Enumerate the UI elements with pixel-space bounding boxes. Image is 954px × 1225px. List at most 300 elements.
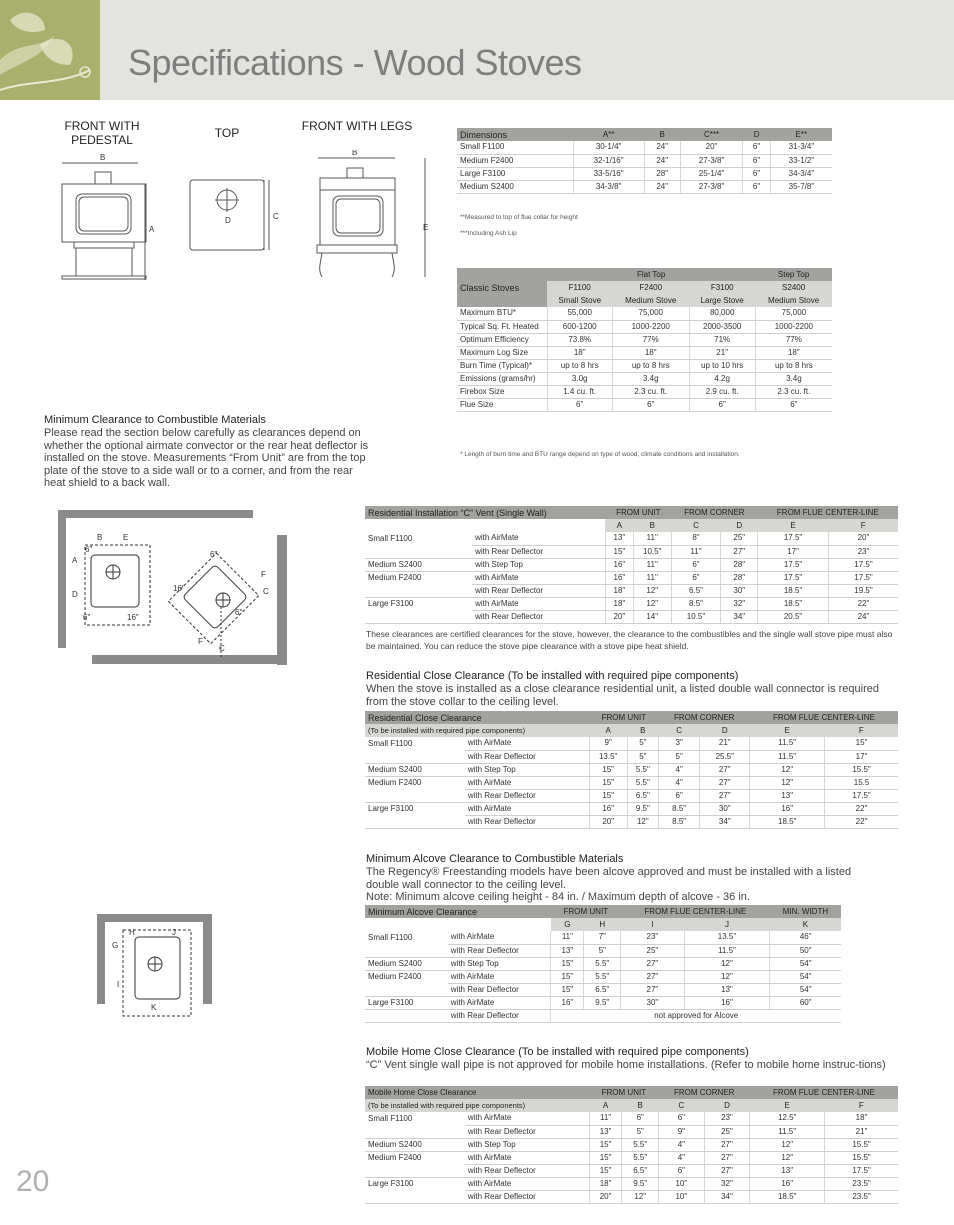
- value-cell: 16": [605, 571, 633, 584]
- classic-row-label: Maximum BTU*: [457, 307, 547, 320]
- option-name: with AirMate: [465, 1112, 589, 1125]
- dim-body: [457, 141, 832, 193]
- mobile-row: [365, 1138, 898, 1151]
- mobile-group-0: FROM UNIT: [589, 1086, 658, 1099]
- classic-cell: up to 8 hrs: [755, 359, 832, 372]
- value-cell: 12": [750, 776, 825, 789]
- residential_table-row: [365, 597, 898, 610]
- classic-cell: 21": [689, 346, 755, 359]
- value-cell: 10": [659, 1190, 705, 1203]
- mobile-body: “C” Vent single wall pipe is not approved for mobile home installations. (Refer to mobile home instruc-tions): [366, 1059, 886, 1071]
- dim-cell: 6": [743, 154, 771, 167]
- value-cell: 11.5": [750, 737, 825, 750]
- value-cell: 15": [589, 789, 627, 802]
- alcove-body-rows: [365, 931, 841, 1022]
- model-name: Small F1100: [368, 738, 413, 748]
- model-name: [365, 610, 472, 623]
- classic-cell: 2.3 cu. ft.: [612, 385, 689, 398]
- value-cell: 16": [551, 996, 584, 1009]
- model-name: Medium F2400: [368, 971, 422, 981]
- alcove-diagram: [95, 912, 215, 1022]
- residential_table-row: [365, 584, 898, 597]
- value-cell: 5": [627, 737, 658, 750]
- classic-cell: up to 8 hrs: [547, 359, 612, 372]
- value-cell: 15.5": [825, 1151, 898, 1164]
- classic-cell: 2.9 cu. ft.: [689, 385, 755, 398]
- value-cell: 15.5": [825, 1138, 898, 1151]
- dim-row: [457, 154, 832, 167]
- value-cell: 23": [704, 1112, 750, 1125]
- cl-label-3: A: [72, 556, 78, 565]
- residential_table-row: [365, 532, 898, 545]
- classic-row: [457, 333, 832, 346]
- alcove-group-0: FROM UNIT: [551, 905, 621, 918]
- value-cell: 5": [584, 944, 621, 957]
- res-letters: [365, 519, 898, 532]
- model-name: [365, 584, 472, 597]
- mobile-row: [365, 1151, 898, 1164]
- value-cell: 15": [551, 970, 584, 983]
- value-cell: 15": [589, 1138, 622, 1151]
- dim-note-1: **Measured to top of flue collar for height: [460, 214, 578, 221]
- value-cell: 5": [627, 750, 658, 763]
- alcove-letter-j: J: [684, 918, 770, 931]
- value-cell: 24": [828, 610, 898, 623]
- classic-cell: 2000-3500: [689, 320, 755, 333]
- dim-cell: 6": [743, 180, 771, 193]
- model-size: Medium Stove: [755, 294, 832, 307]
- mobile-row: [365, 1177, 898, 1190]
- alcove-table: [365, 905, 841, 1023]
- clearance-diagram: [55, 505, 295, 670]
- value-cell: 16": [589, 802, 627, 815]
- value-cell: 17.5": [825, 1164, 898, 1177]
- value-cell: 27": [621, 983, 684, 996]
- value-cell: 15": [589, 763, 627, 776]
- close-letter-a: A: [589, 724, 627, 737]
- classic-cell: 600-1200: [547, 320, 612, 333]
- value-cell: 23.5": [825, 1190, 898, 1203]
- value-cell: 4": [659, 763, 700, 776]
- option-name: with Rear Deflector: [465, 1190, 589, 1203]
- label-e: E: [423, 223, 429, 232]
- option-name: with Rear Deflector: [465, 789, 589, 802]
- value-cell: 16": [684, 996, 770, 1009]
- dimensions-table: [457, 128, 832, 194]
- value-cell: 15.5": [825, 763, 898, 776]
- stove-drawings: [50, 150, 440, 280]
- value-cell: 54": [770, 970, 841, 983]
- classic-cell: 6": [755, 398, 832, 411]
- value-cell: 46": [770, 931, 841, 944]
- alcove-row: [365, 970, 841, 983]
- value-cell: 18": [589, 1177, 622, 1190]
- value-cell: 17": [825, 750, 898, 763]
- option-name: with Step Top: [465, 763, 589, 776]
- value-cell: 11.5": [684, 944, 770, 957]
- value-cell: 6": [622, 1112, 659, 1125]
- stove-door: [76, 194, 131, 234]
- dim-header-2: B: [644, 128, 680, 141]
- value-cell: 13": [551, 944, 584, 957]
- value-cell: 4": [659, 776, 700, 789]
- value-cell: 19.5": [828, 584, 898, 597]
- mobile-letter-e: E: [750, 1099, 825, 1112]
- model-name: Large F3100: [368, 803, 414, 813]
- value-cell: 16": [750, 1177, 825, 1190]
- value-cell: 60": [770, 996, 841, 1009]
- classic-cell: 77%: [755, 333, 832, 346]
- value-cell: 12": [684, 970, 770, 983]
- value-cell: 10.5": [671, 610, 721, 623]
- value-cell: 16": [750, 802, 825, 815]
- model-name: Small F1100: [368, 932, 413, 942]
- dim-row-label: Medium S2400: [457, 180, 573, 193]
- res-letter-a: A: [605, 519, 633, 532]
- mobile-row: [365, 1190, 898, 1203]
- close-group-1: FROM CORNER: [659, 711, 750, 724]
- value-cell: 21": [825, 1125, 898, 1138]
- alcove-row: [365, 983, 841, 996]
- mobile-letter-c: C: [659, 1099, 705, 1112]
- value-cell: 30": [621, 996, 684, 1009]
- value-cell: 6": [659, 789, 700, 802]
- dim-header-1: A**: [573, 128, 644, 141]
- dim-cell: 24": [644, 180, 680, 193]
- classic-row-label: Optimum Efficiency: [457, 333, 547, 346]
- value-cell: 11": [633, 571, 671, 584]
- value-cell: 15.5: [825, 776, 898, 789]
- value-cell: 50": [770, 944, 841, 957]
- value-cell: 10.5": [633, 545, 671, 558]
- option-name: with Rear Deflector: [448, 1009, 551, 1022]
- classic-cell: 77%: [612, 333, 689, 346]
- classic-row-label: Typical Sq. Ft. Heated: [457, 320, 547, 333]
- value-cell: 15": [589, 1164, 622, 1177]
- option-name: with AirMate: [465, 1151, 589, 1164]
- value-cell: 11": [633, 532, 671, 545]
- dim-row-label: Large F3100: [457, 167, 573, 180]
- model-name: [365, 815, 465, 828]
- option-name: with AirMate: [448, 996, 551, 1009]
- model-name: Medium S2400: [365, 957, 448, 970]
- value-cell: 6.5": [627, 789, 658, 802]
- value-cell: 5.5": [584, 957, 621, 970]
- option-name: with Rear Deflector: [465, 1125, 589, 1138]
- classic-row: [457, 372, 832, 385]
- res-cert-note: These clearances are certified clearances for the stove, however, the clearance to the combustibles and the single wall stove pipe must also be maintained. You can reduce the stove pipe clearance with a stove pipe heat shield.: [366, 629, 893, 651]
- close-body: When the stove is installed as a close clearance residential unit, a listed double wall connector is required from the stove collar to the ceiling level.: [366, 683, 880, 708]
- classic-stoves-table: [457, 268, 832, 412]
- option-name: with Step Top: [465, 1138, 589, 1151]
- value-cell: 12": [633, 584, 671, 597]
- mobile-body-rows: [365, 1112, 898, 1203]
- res-letter-f: F: [828, 519, 898, 532]
- classic-body: [457, 307, 832, 411]
- mobile-lead-1: Mobile Home Close Clearance: [365, 1086, 589, 1099]
- classic-row-label: Flue Size: [457, 398, 547, 411]
- res-letter-e: E: [758, 519, 829, 532]
- option-name: with Rear Deflector: [465, 1164, 589, 1177]
- value-cell: 18.5": [758, 584, 829, 597]
- mobile-letter-a: A: [589, 1099, 622, 1112]
- value-cell: 28": [721, 558, 758, 571]
- value-cell: 12": [633, 597, 671, 610]
- classic-row-label: Burn Time (Typical)*: [457, 359, 547, 372]
- dim-header-3: C***: [680, 128, 743, 141]
- alcove-row-last: [365, 1009, 841, 1022]
- option-name: with Rear Deflector: [465, 750, 589, 763]
- value-cell: 6": [659, 1164, 705, 1177]
- alcove-label-h: H: [129, 928, 135, 937]
- res-letter-d: D: [721, 519, 758, 532]
- mobile-group-1: FROM CORNER: [659, 1086, 750, 1099]
- close-letter-d: D: [700, 724, 750, 737]
- alcove-label-i: I: [117, 980, 120, 989]
- value-cell: 20": [605, 610, 633, 623]
- value-cell: 27": [621, 970, 684, 983]
- alcove-group-2: MIN. WIDTH: [770, 905, 841, 918]
- front-pedestal-label: FRONT WITH PEDESTAL: [64, 119, 140, 147]
- value-cell: 27": [721, 545, 758, 558]
- model-name: Medium S2400: [365, 763, 465, 776]
- close-body-rows: [365, 737, 898, 828]
- dim-cell: 6": [743, 167, 771, 180]
- mobile-letter-f: F: [825, 1099, 898, 1112]
- value-cell: 12": [627, 815, 658, 828]
- alcove-label-k: K: [151, 1003, 157, 1012]
- value-cell: 17.5": [825, 789, 898, 802]
- dim-cell: 35-7/8": [770, 180, 832, 193]
- leaf-ornament-icon: [0, 0, 100, 100]
- value-cell: 27": [700, 763, 750, 776]
- step-top-header: Step Top: [755, 268, 832, 281]
- residential_table-row: [365, 610, 898, 623]
- option-name: with Step Top: [472, 558, 605, 571]
- close-letter-c: C: [659, 724, 700, 737]
- model-name: Large F3100: [368, 1178, 414, 1188]
- cl-label-7: 6": [210, 550, 218, 559]
- value-cell: 17.5": [758, 571, 829, 584]
- value-cell: 15": [589, 776, 627, 789]
- page-number: 20: [16, 1165, 50, 1198]
- alcove-body-1: The Regency® Freestanding models have been alcove approved and must be installed with a listed double wall connector to the ceiling level.: [366, 866, 852, 891]
- res-group-1: FROM CORNER: [671, 506, 758, 519]
- model-size: Small Stove: [547, 294, 612, 307]
- classic-row: [457, 359, 832, 372]
- dim-cell: 25-1/4": [680, 167, 743, 180]
- residential_table-row: [365, 558, 898, 571]
- value-cell: 6": [659, 1112, 705, 1125]
- value-cell: 20.5": [758, 610, 829, 623]
- close_clearance-row: [365, 815, 898, 828]
- value-cell: 32": [721, 597, 758, 610]
- classic-row: [457, 346, 832, 359]
- model-name: Large F3100: [365, 996, 448, 1009]
- option-name: with Step Top: [448, 957, 551, 970]
- option-name: with AirMate: [472, 571, 605, 584]
- model-code: S2400: [755, 281, 832, 294]
- value-cell: 12": [684, 957, 770, 970]
- dim-cell: 24": [644, 154, 680, 167]
- value-cell: 17.5": [828, 571, 898, 584]
- value-cell: 6": [671, 558, 721, 571]
- value-cell: 32": [704, 1177, 750, 1190]
- res-group-0: FROM UNIT: [605, 506, 671, 519]
- cl-label-10: C: [263, 587, 269, 596]
- value-cell: 18": [825, 1112, 898, 1125]
- value-cell: 13": [605, 532, 633, 545]
- value-cell: 6.5": [671, 584, 721, 597]
- value-cell: 28": [721, 571, 758, 584]
- option-name: with AirMate: [472, 532, 605, 545]
- value-cell: 4": [659, 1151, 705, 1164]
- min-clearance-body: Please read the section below carefully as clearances depend on whether the optional airmate convector or the rear heat deflector is installed on the stove. Measurements “From Unit” are from the top plate of the stove to a side wall or to a corner, and from the rear heat shield to a back wall.: [44, 427, 369, 489]
- option-name: with Rear Deflector: [472, 545, 605, 558]
- model-code: F1100: [547, 281, 612, 294]
- res-body: [365, 532, 898, 623]
- value-cell: 11.5": [750, 750, 825, 763]
- classic-row-label: Emissions (grams/hr): [457, 372, 547, 385]
- classic-cell: 3.4g: [755, 372, 832, 385]
- value-cell: 11": [589, 1112, 622, 1125]
- mobile-title: Mobile Home Close Clearance (To be installed with required pipe components): [366, 1046, 749, 1058]
- classic-cell: 1.4 cu. ft.: [547, 385, 612, 398]
- option-name: with Rear Deflector: [448, 983, 551, 996]
- classic-cell: 2.3 cu. ft.: [755, 385, 832, 398]
- dim-cell: 31-3/4": [770, 141, 832, 154]
- value-cell: 54": [770, 957, 841, 970]
- res-letter-b: B: [633, 519, 671, 532]
- mobile-letter-d: D: [704, 1099, 750, 1112]
- classic-cell: 6": [689, 398, 755, 411]
- value-cell: 11.5": [750, 1125, 825, 1138]
- value-cell: 12.5": [750, 1112, 825, 1125]
- value-cell: 25": [621, 944, 684, 957]
- model-name: [365, 1164, 465, 1177]
- model-name: Small F1100: [368, 533, 413, 543]
- close-lead-2: (To be installed with required pipe components): [365, 724, 589, 737]
- value-cell: 22": [828, 597, 898, 610]
- dim-cell: 30-1/4": [573, 141, 644, 154]
- value-cell: 17.5": [828, 558, 898, 571]
- model-size: Medium Stove: [612, 294, 689, 307]
- value-cell: 17.5": [758, 532, 829, 545]
- alcove-row: [365, 931, 841, 944]
- flue-collar: [95, 172, 111, 184]
- classic-note: * Length of burn time and BTU range depend on type of wood, climate conditions and installation.: [460, 451, 740, 458]
- model-size: Large Stove: [689, 294, 755, 307]
- close-clearance-table: [365, 711, 898, 829]
- classic-row: [457, 398, 832, 411]
- res-lead: Residential Installation “C” Vent (Single Wall): [365, 506, 605, 519]
- option-name: with AirMate: [448, 931, 551, 944]
- close_clearance-row: [365, 737, 898, 750]
- residential-table: [365, 506, 898, 624]
- classic-cell: 6": [547, 398, 612, 411]
- classic-row: [457, 385, 832, 398]
- label-a: A: [149, 225, 155, 234]
- mobile-lead-2: (To be installed with required pipe components): [365, 1099, 589, 1112]
- dim-cell: 20": [680, 141, 743, 154]
- cl-label-5: 6": [83, 613, 91, 622]
- model-name: Medium F2400: [368, 777, 422, 787]
- close_clearance-row: [365, 802, 898, 815]
- model-name: [365, 1190, 465, 1203]
- value-cell: 12": [750, 763, 825, 776]
- res-letter-c: C: [671, 519, 721, 532]
- value-cell: 27": [704, 1138, 750, 1151]
- option-name: with Rear Deflector: [448, 944, 551, 957]
- value-cell: 30": [721, 584, 758, 597]
- dim-cell: 24": [644, 141, 680, 154]
- value-cell: 14": [633, 610, 671, 623]
- dim-row: [457, 180, 832, 193]
- mobile-table: [365, 1086, 898, 1204]
- option-name: with AirMate: [465, 737, 589, 750]
- value-cell: 27": [700, 789, 750, 802]
- value-cell: 15": [551, 957, 584, 970]
- option-name: with AirMate: [465, 776, 589, 789]
- dim-cell: 32-1/16": [573, 154, 644, 167]
- page-title: Specifications - Wood Stoves: [128, 42, 582, 83]
- value-cell: 15": [605, 545, 633, 558]
- value-cell: 27": [700, 776, 750, 789]
- dim-note-2: ***Including Ash Lip: [460, 230, 517, 237]
- residential_table-row: [365, 545, 898, 558]
- value-cell: 9.5": [627, 802, 658, 815]
- alcove-letter-h: H: [584, 918, 621, 931]
- dim-cell: 34-3/4": [770, 167, 832, 180]
- value-cell: 18.5": [750, 1190, 825, 1203]
- close-title: Residential Close Clearance (To be installed with required pipe components): [366, 670, 739, 682]
- floral-logo: [0, 0, 100, 100]
- model-name: Medium F2400: [368, 572, 422, 582]
- value-cell: 12": [622, 1190, 659, 1203]
- value-cell: 5.5": [627, 776, 658, 789]
- value-cell: 7": [584, 931, 621, 944]
- value-cell: 13": [589, 1125, 622, 1138]
- model-name: [365, 750, 465, 763]
- value-cell: 27": [704, 1151, 750, 1164]
- option-name: with AirMate: [465, 802, 589, 815]
- classic-cell: up to 10 hrs: [689, 359, 755, 372]
- stove-body: [62, 184, 146, 242]
- value-cell: 11": [551, 931, 584, 944]
- dim-cell: 34-3/8": [573, 180, 644, 193]
- value-cell: 13.5": [684, 931, 770, 944]
- residential_table-row: [365, 571, 898, 584]
- classic-row: [457, 320, 832, 333]
- alcove-letter-i: I: [621, 918, 684, 931]
- value-cell: 15": [825, 737, 898, 750]
- mobile-row: [365, 1125, 898, 1138]
- value-cell: 34": [721, 610, 758, 623]
- value-cell: 5": [659, 750, 700, 763]
- model-name: [365, 944, 448, 957]
- close-letter-b: B: [627, 724, 658, 737]
- alcove-row: [365, 957, 841, 970]
- value-cell: 27": [704, 1164, 750, 1177]
- classic-cell: 1000-2200: [755, 320, 832, 333]
- cl-label-4: D: [72, 590, 78, 599]
- value-cell: 18": [605, 584, 633, 597]
- value-cell: 9": [589, 737, 627, 750]
- model-code: F2400: [612, 281, 689, 294]
- value-cell: 27": [621, 957, 684, 970]
- value-cell: 22": [825, 802, 898, 815]
- cl-label-1: E: [123, 533, 129, 542]
